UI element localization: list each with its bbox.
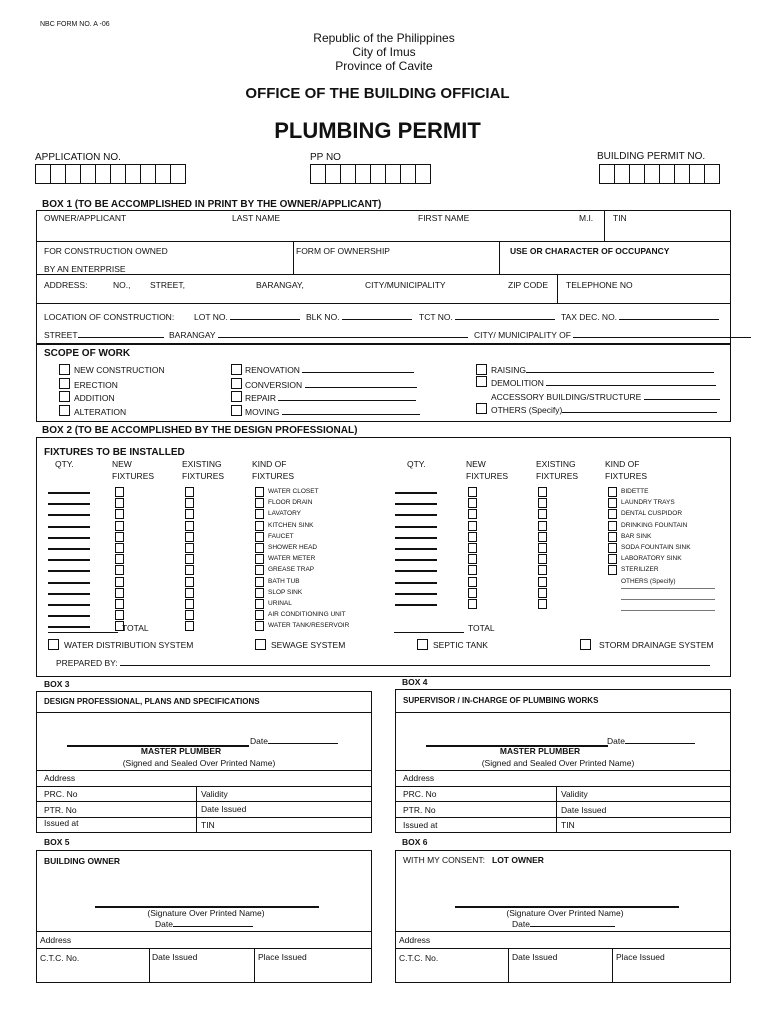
fixture-new-checkbox[interactable] (115, 588, 124, 598)
tct-no-input[interactable] (455, 319, 555, 320)
city-line: City of Imus (352, 45, 416, 59)
alteration-label: ALTERATION (74, 407, 127, 417)
fixture-kind-label: URINAL (268, 600, 292, 607)
fixture-qty-input[interactable] (48, 514, 90, 516)
box4-address-label: Address (403, 773, 435, 783)
box5-place-issued-label: Place Issued (258, 952, 307, 962)
address-label: ADDRESS: (44, 280, 88, 290)
box4-ptr-label: PTR. No (403, 805, 436, 815)
box4-date-input[interactable] (625, 743, 695, 744)
fixture-kind-checkbox[interactable] (608, 565, 617, 575)
renovation-label: RENOVATION (245, 365, 300, 375)
fixture-qty-input[interactable] (395, 559, 437, 561)
fixture-existing-checkbox[interactable] (538, 599, 547, 609)
zip-code-label: ZIP CODE (508, 280, 548, 290)
fixture-qty-input[interactable] (48, 548, 90, 550)
fixture-qty-input[interactable] (48, 570, 90, 572)
blk-no-label: BLK NO. (306, 312, 412, 322)
fixture-kind-checkbox[interactable] (255, 610, 264, 620)
box3-date-label: Date (250, 736, 268, 746)
fixture-kind-label: STERILIZER (621, 566, 659, 574)
fixture-kind-label: WATER TANK/RESERVOIR (268, 622, 350, 630)
box3-date-issued-label: Date Issued (201, 804, 247, 814)
fixture-kind-label: WATER METER (268, 555, 316, 563)
kind-header-left-2: FIXTURES (252, 471, 295, 481)
fixture-qty-input[interactable] (48, 526, 90, 528)
fixture-kind-checkbox[interactable] (255, 532, 264, 542)
repair-input[interactable] (278, 400, 416, 401)
province-line: Province of Cavite (335, 59, 433, 73)
fixture-qty-input[interactable] (48, 593, 90, 595)
conversion-input[interactable] (305, 387, 417, 388)
fixture-new-checkbox[interactable] (468, 554, 477, 564)
alteration-checkbox[interactable] (59, 405, 70, 416)
fixture-new-checkbox[interactable] (115, 498, 124, 508)
fixture-existing-checkbox[interactable] (185, 588, 194, 598)
repair-checkbox[interactable] (231, 391, 242, 402)
page-title: PLUMBING PERMIT (274, 118, 481, 143)
fixture-existing-checkbox[interactable] (538, 487, 547, 497)
fixture-kind-label: BAR SINK (621, 532, 652, 540)
box5-label: BOX 5 (44, 837, 70, 847)
storm-drainage-label: STORM DRAINAGE SYSTEM (599, 640, 714, 650)
fixture-kind-label: KITCHEN SINK (268, 521, 314, 529)
fixtures-title: FIXTURES TO BE INSTALLED (44, 447, 185, 458)
renovation-checkbox[interactable] (231, 364, 242, 375)
fixture-kind-checkbox[interactable] (255, 599, 264, 609)
box3-issued-at-label: Issued at (44, 818, 79, 828)
barangay2-input[interactable] (218, 337, 468, 338)
lot-no-input[interactable] (230, 319, 300, 320)
septic-tank-label: SEPTIC TANK (433, 640, 488, 650)
pp-no-label: PP NO (310, 152, 341, 163)
fixture-existing-checkbox[interactable] (538, 543, 547, 553)
fixture-new-checkbox[interactable] (468, 577, 477, 587)
kind-header-left-1: KIND OF (252, 459, 287, 469)
box3-tin-label: TIN (201, 820, 215, 830)
fixture-existing-checkbox[interactable] (185, 543, 194, 553)
box6-consent-label: WITH MY CONSENT: (403, 855, 486, 865)
fixture-existing-checkbox[interactable] (185, 610, 194, 620)
fixture-kind-checkbox[interactable] (255, 577, 264, 587)
new-header-right-1: NEW (466, 459, 486, 469)
blk-no-input[interactable] (342, 319, 412, 320)
fixture-new-checkbox[interactable] (115, 487, 124, 497)
prepared-by-label: PREPARED BY: (56, 658, 118, 668)
city2-label: CITY/ MUNICIPALITY OF (474, 330, 751, 340)
erection-label: ERECTION (74, 380, 118, 390)
moving-checkbox[interactable] (231, 405, 242, 416)
fixture-kind-checkbox[interactable] (255, 509, 264, 519)
demolition-checkbox[interactable] (476, 376, 487, 387)
street2-label: STREET (44, 330, 164, 340)
form-of-ownership-label: FORM OF OWNERSHIP (296, 246, 390, 256)
fixture-kind-checkbox[interactable] (255, 554, 264, 564)
fixture-kind-checkbox[interactable] (255, 621, 264, 631)
fixture-new-checkbox[interactable] (115, 554, 124, 564)
others-checkbox[interactable] (476, 403, 487, 414)
box6-date-issued-label: Date Issued (512, 952, 558, 962)
box3-validity-label: Validity (201, 789, 228, 799)
barangay2-label: BARANGAY (169, 330, 468, 340)
fixture-existing-checkbox[interactable] (185, 532, 194, 542)
demolition-label: DEMOLITION (491, 378, 544, 388)
water-distribution-checkbox[interactable] (48, 639, 59, 650)
fixture-kind-checkbox[interactable] (255, 487, 264, 497)
fixture-qty-input[interactable] (48, 626, 90, 628)
for-construction-label: FOR CONSTRUCTION OWNED (44, 246, 168, 256)
kind-header-right-2: FIXTURES (605, 471, 648, 481)
republic-line: Republic of the Philippines (313, 31, 455, 45)
fixture-kind-label: SODA FOUNTAIN SINK (621, 544, 691, 551)
moving-label: MOVING (245, 407, 280, 417)
fixture-qty-input[interactable] (395, 492, 437, 494)
repair-label: REPAIR (245, 393, 277, 403)
box4-validity-label: Validity (561, 789, 588, 799)
fixture-kind-label: LAUNDRY TRAYS (621, 499, 675, 507)
total-right-line[interactable] (394, 632, 464, 633)
sewage-system-checkbox[interactable] (255, 639, 266, 650)
office-title: OFFICE OF THE BUILDING OFFICIAL (245, 85, 510, 102)
fixture-kind-label: BIDETTE (621, 488, 649, 495)
fixture-qty-input[interactable] (48, 503, 90, 505)
box3-title: DESIGN PROFESSIONAL, PLANS AND SPECIFICATIONS (44, 697, 260, 706)
fixture-existing-checkbox[interactable] (538, 554, 547, 564)
box5-address-label: Address (40, 935, 72, 945)
prepared-by-input[interactable] (120, 665, 710, 666)
box3-address-label: Address (44, 773, 76, 783)
kind-header-right-1: KIND OF (605, 459, 640, 469)
street2-input[interactable] (78, 337, 164, 338)
fixture-qty-input[interactable] (395, 604, 437, 606)
fixture-new-checkbox[interactable] (115, 509, 124, 519)
new-header-left-1: NEW (112, 459, 132, 469)
box6-date-label: Date (512, 919, 530, 929)
box2-title: BOX 2 (TO BE ACCOMPLISHED BY THE DESIGN PROFESSIONAL) (42, 425, 358, 436)
fixture-kind-label: WATER CLOSET (268, 488, 319, 495)
existing-header-right-1: EXISTING (536, 459, 576, 469)
box4-prc-label: PRC. No (403, 789, 437, 799)
box6-signature-caption: (Signature Over Printed Name) (506, 908, 624, 918)
fixture-kind-label: OTHERS (Specify) (621, 577, 676, 585)
fixture-kind-label: FLOOR DRAIN (268, 499, 313, 507)
fixture-kind-label: FAUCET (268, 532, 294, 540)
box3-master-plumber: MASTER PLUMBER (140, 746, 222, 756)
moving-input[interactable] (282, 414, 420, 415)
box6-title: LOT OWNER (492, 855, 544, 865)
fixture-new-checkbox[interactable] (468, 588, 477, 598)
fixture-new-checkbox[interactable] (468, 543, 477, 553)
fixture-qty-input[interactable] (48, 582, 90, 584)
raising-input[interactable] (526, 372, 714, 373)
erection-checkbox[interactable] (59, 378, 70, 389)
box3-prc-label: PRC. No (44, 789, 78, 799)
form-number: NBC FORM NO. A -06 (40, 21, 110, 28)
lot-no-label: LOT NO. (194, 312, 300, 322)
box4-date-issued-label: Date Issued (561, 805, 607, 815)
box5-ctc-label: C.T.C. No. (40, 953, 80, 963)
fixture-existing-checkbox[interactable] (185, 621, 194, 631)
fixture-new-checkbox[interactable] (468, 565, 477, 575)
fixture-kind-label: SHOWER HEAD (268, 544, 318, 551)
existing-header-right-2: FIXTURES (536, 471, 579, 481)
fixture-qty-input[interactable] (48, 492, 90, 494)
fixture-kind-checkbox[interactable] (255, 521, 264, 531)
fixture-kind-label: SLOP SINK (268, 588, 303, 596)
fixture-qty-input[interactable] (395, 503, 437, 505)
others-specify-line[interactable] (621, 599, 715, 600)
fixture-new-checkbox[interactable] (115, 577, 124, 587)
fixture-kind-label: DRINKING FOUNTAIN (621, 521, 688, 529)
city2-input[interactable] (573, 337, 751, 338)
fixture-kind-label: LABORATORY SINK (621, 555, 682, 563)
fixture-qty-input[interactable] (48, 537, 90, 539)
fixture-kind-label: LAVATORY (268, 510, 301, 518)
fixture-existing-checkbox[interactable] (538, 532, 547, 542)
fixture-existing-checkbox[interactable] (538, 521, 547, 531)
septic-tank-checkbox[interactable] (417, 639, 428, 650)
box6-date-input[interactable] (530, 926, 615, 927)
sewage-system-label: SEWAGE SYSTEM (271, 640, 346, 650)
by-enterprise-label: BY AN ENTERPRISE (44, 264, 126, 274)
box5-date-issued-label: Date Issued (152, 952, 198, 962)
fixture-existing-checkbox[interactable] (185, 521, 194, 531)
tin-label: TIN (613, 213, 627, 223)
fixture-new-checkbox[interactable] (115, 521, 124, 531)
fixture-kind-checkbox[interactable] (608, 543, 617, 553)
building-permit-no-input[interactable] (599, 164, 720, 184)
application-no-label: APPLICATION NO. (35, 152, 121, 163)
box6-place-issued-label: Place Issued (616, 952, 665, 962)
existing-header-left-2: FIXTURES (182, 471, 225, 481)
fixture-kind-checkbox[interactable] (608, 509, 617, 519)
box5-title: BUILDING OWNER (44, 856, 121, 866)
fixture-kind-label: DENTAL CUSPIDOR (621, 510, 683, 518)
fixture-new-checkbox[interactable] (115, 599, 124, 609)
location-label: LOCATION OF CONSTRUCTION: (44, 312, 175, 322)
fixture-qty-input[interactable] (395, 514, 437, 516)
fixture-existing-checkbox[interactable] (185, 498, 194, 508)
fixture-new-checkbox[interactable] (115, 565, 124, 575)
box6-label: BOX 6 (402, 837, 428, 847)
fixture-kind-checkbox[interactable] (255, 565, 264, 575)
addition-checkbox[interactable] (59, 391, 70, 402)
fixture-existing-checkbox[interactable] (185, 599, 194, 609)
fixture-existing-checkbox[interactable] (538, 498, 547, 508)
storm-drainage-checkbox[interactable] (580, 639, 591, 650)
address-street-label: STREET, (150, 280, 185, 290)
box4-title: SUPERVISOR / IN-CHARGE OF PLUMBING WORKS (403, 696, 599, 705)
new-header-right-2: FIXTURES (466, 471, 509, 481)
fixture-kind-checkbox[interactable] (255, 498, 264, 508)
fixture-qty-input[interactable] (395, 548, 437, 550)
fixture-kind-checkbox[interactable] (255, 543, 264, 553)
fixture-kind-checkbox[interactable] (255, 588, 264, 598)
owner-applicant-label: OWNER/APPLICANT (44, 213, 127, 223)
fixture-existing-checkbox[interactable] (185, 487, 194, 497)
last-name-label: LAST NAME (232, 213, 281, 223)
tax-dec-input[interactable] (619, 319, 719, 320)
others-specify-line[interactable] (621, 588, 715, 589)
box4-signed-caption: (Signed and Sealed Over Printed Name) (481, 758, 635, 768)
fixture-kind-checkbox[interactable] (608, 487, 617, 497)
conversion-checkbox[interactable] (231, 378, 242, 389)
fixture-existing-checkbox[interactable] (538, 509, 547, 519)
mi-label: M.I. (579, 213, 594, 223)
fixture-new-checkbox[interactable] (115, 532, 124, 542)
others-specify-line[interactable] (621, 610, 715, 611)
fixture-kind-label: BATH TUB (268, 577, 300, 585)
fixture-new-checkbox[interactable] (468, 498, 477, 508)
demolition-input[interactable] (546, 385, 716, 386)
qty-header-right: QTY. (407, 459, 426, 469)
fixture-qty-input[interactable] (395, 582, 437, 584)
total-left-line[interactable] (48, 632, 118, 633)
fixture-qty-input[interactable] (48, 604, 90, 606)
fixture-new-checkbox[interactable] (468, 599, 477, 609)
fixture-existing-checkbox[interactable] (185, 509, 194, 519)
box5-date-label: Date (155, 919, 173, 929)
fixture-new-checkbox[interactable] (115, 610, 124, 620)
fixture-existing-checkbox[interactable] (538, 565, 547, 575)
fixture-existing-checkbox[interactable] (185, 577, 194, 587)
fixture-new-checkbox[interactable] (468, 532, 477, 542)
box5-signature-caption: (Signature Over Printed Name) (147, 908, 265, 918)
accessory-building-input[interactable] (644, 399, 720, 400)
others-label: OTHERS (Specify) (491, 405, 563, 415)
fixture-qty-input[interactable] (395, 526, 437, 528)
fixture-existing-checkbox[interactable] (538, 577, 547, 587)
raising-checkbox[interactable] (476, 364, 487, 375)
address-no-label: NO., (113, 280, 131, 290)
new-construction-label: NEW CONSTRUCTION (74, 365, 165, 375)
fixture-kind-checkbox[interactable] (608, 532, 617, 542)
fixture-qty-input[interactable] (395, 570, 437, 572)
telephone-label: TELEPHONE NO (566, 280, 633, 290)
accessory-building-label: ACCESSORY BUILDING/STRUCTURE (491, 392, 642, 402)
fixture-qty-input[interactable] (395, 537, 437, 539)
fixture-new-checkbox[interactable] (468, 509, 477, 519)
box4-date-label: Date (607, 736, 625, 746)
address-barangay-label: BARANGAY, (256, 280, 304, 290)
fixture-qty-input[interactable] (395, 593, 437, 595)
application-no-input[interactable] (35, 164, 186, 184)
total-left-label: TOTAL (122, 623, 149, 633)
others-input[interactable] (562, 412, 717, 413)
box3-ptr-label: PTR. No (44, 805, 77, 815)
first-name-label: FIRST NAME (418, 213, 470, 223)
box4-issued-at-label: Issued at (403, 820, 438, 830)
qty-header-left: QTY. (55, 459, 74, 469)
box4-label: BOX 4 (402, 677, 428, 687)
box4-tin-label: TIN (561, 820, 575, 830)
conversion-label: CONVERSION (245, 380, 303, 390)
box1-title: BOX 1 (TO BE ACCOMPLISHED IN PRINT BY THE OWNER/APPLICANT) (42, 199, 382, 210)
pp-no-input[interactable] (310, 164, 431, 184)
fixture-qty-input[interactable] (48, 615, 90, 617)
box1-frame (36, 210, 731, 344)
addition-label: ADDITION (74, 393, 115, 403)
fixture-existing-checkbox[interactable] (185, 554, 194, 564)
box3-label: BOX 3 (44, 679, 70, 689)
fixture-existing-checkbox[interactable] (185, 565, 194, 575)
fixture-kind-label: AIR CONDITIONING UNIT (268, 611, 346, 619)
fixture-existing-checkbox[interactable] (538, 588, 547, 598)
total-right-label: TOTAL (468, 623, 495, 633)
fixture-kind-checkbox[interactable] (608, 554, 617, 564)
use-occupancy-label: USE OR CHARACTER OF OCCUPANCY (510, 246, 670, 256)
tax-dec-label: TAX DEC. NO. (561, 312, 719, 322)
tct-no-label: TCT NO. (419, 312, 555, 322)
box5-date-input[interactable] (173, 926, 253, 927)
fixture-new-checkbox[interactable] (468, 521, 477, 531)
renovation-input[interactable] (302, 372, 414, 373)
box6-ctc-label: C.T.C. No. (399, 953, 439, 963)
box4-master-plumber: MASTER PLUMBER (499, 746, 581, 756)
new-header-left-2: FIXTURES (112, 471, 155, 481)
box3-date-input[interactable] (268, 743, 338, 744)
scope-title: SCOPE OF WORK (44, 348, 131, 359)
new-construction-checkbox[interactable] (59, 364, 70, 375)
fixture-kind-checkbox[interactable] (608, 521, 617, 531)
building-permit-no-label: BUILDING PERMIT NO. (597, 151, 706, 162)
fixture-kind-checkbox[interactable] (608, 498, 617, 508)
fixture-qty-input[interactable] (48, 559, 90, 561)
address-city-label: CITY/MUNICIPALITY (365, 280, 446, 290)
existing-header-left-1: EXISTING (182, 459, 222, 469)
fixture-new-checkbox[interactable] (115, 543, 124, 553)
water-distribution-label: WATER DISTRIBUTION SYSTEM (64, 640, 194, 650)
fixture-new-checkbox[interactable] (468, 487, 477, 497)
fixture-kind-label: GREASE TRAP (268, 566, 315, 574)
raising-label: RAISING (491, 365, 526, 375)
box3-signed-caption: (Signed and Sealed Over Printed Name) (122, 758, 276, 768)
box6-address-label: Address (399, 935, 431, 945)
